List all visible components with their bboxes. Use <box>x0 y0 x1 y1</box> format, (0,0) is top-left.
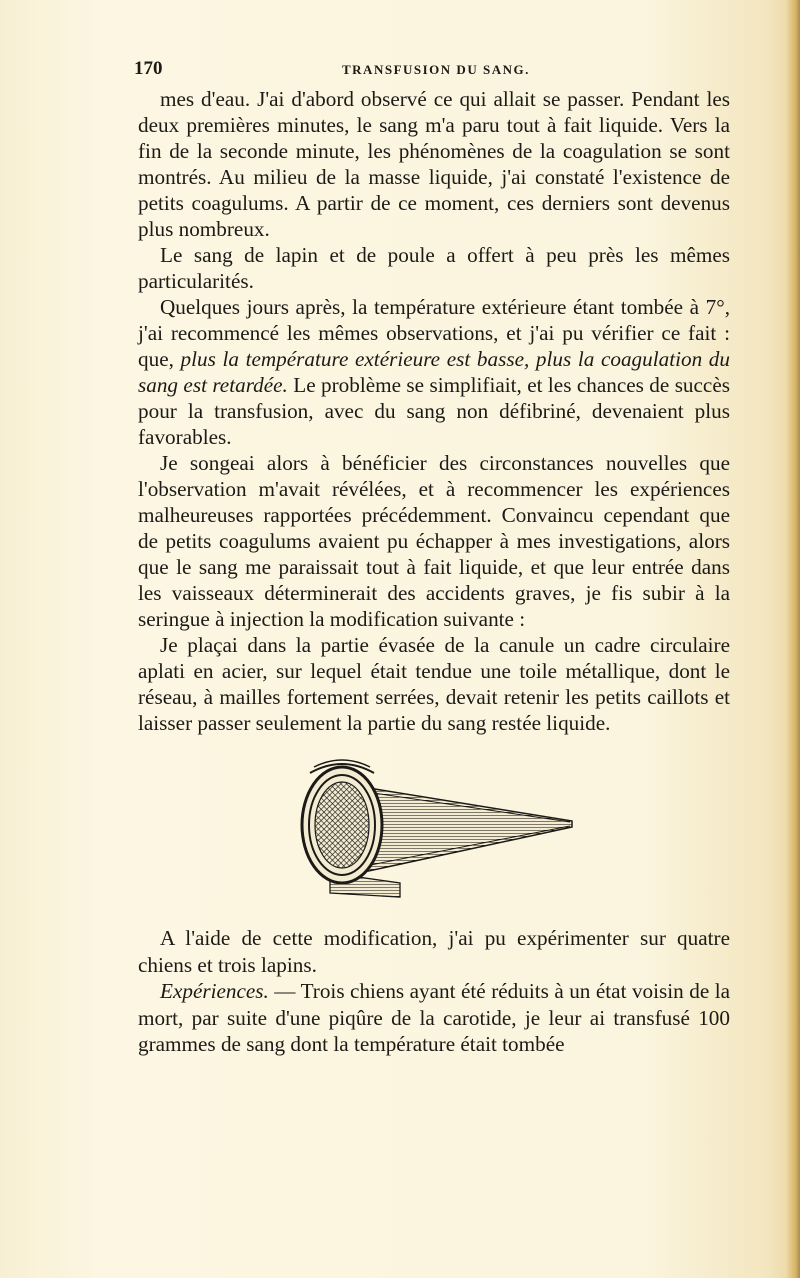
text-span: Le sang de lapin et de poule a offert à peu près les mêmes particularités. <box>138 243 730 293</box>
running-head: TRANSFUSION DU SANG. <box>342 62 530 77</box>
cannula-wire-mesh-illustration <box>290 755 580 915</box>
text-span: A l'aide de cette modification, j'ai pu expérimenter sur quatre chiens et trois lapins. <box>138 926 730 977</box>
wire-mesh <box>315 782 369 868</box>
page-number: 170 <box>134 58 163 79</box>
paragraph <box>138 86 730 242</box>
italic-text: plus la température extérieure est basse, plus la coagulation du sang est retardée. <box>138 347 730 397</box>
text-span: Je plaçai dans la partie évasée de la canule un cadre circulaire aplati en acier, sur lequel était tendue une toile métallique, dont le réseau, à mailles fortement serrées, devait retenir les petits caillots et laisser passer seulement la partie du sang restée liquide. <box>138 633 730 735</box>
body-text-upper <box>138 86 730 736</box>
text-span: Quelques jours après, la température extérieure étant tombée à 7°, j'ai recommencé les mêmes observations, et j'ai pu vérifier ce fait : que, <box>138 295 730 371</box>
text-span: Je songeai alors à bénéficier des circonstances nouvelles que l'observation m'avait révélées, et à recommencer les expériences malheureuses rapportées précédemment. Convaincu cependant que de petits coagulums avaient pu échapper à mes investigations, alors que le sang me paraissait tout à fait liquide, et que leur entrée dans les vaisseaux déterminerait des accidents graves, je fis subir à la seringue à injection la modification suivante : <box>138 451 730 631</box>
text-span: — Trois chiens ayant été réduits à un état voisin de la mort, par suite d'une piqûre de la carotide, je leur ai transfusé 100 grammes de sang dont la température était tombée <box>138 979 730 1056</box>
italic-text: Expériences. <box>160 979 269 1003</box>
paragraph <box>138 294 730 450</box>
body-text-lower <box>138 925 730 1058</box>
paragraph <box>138 450 730 632</box>
text-span: mes d'eau. J'ai d'abord observé ce qui allait se passer. Pendant les deux premières minutes, le sang m'a paru tout à fait liquide. Vers la fin de la seconde minute, les phénomènes de la coagulation se sont montrés. Au milieu de la masse liquide, j'ai constaté l'existence de petits coagulums. A partir de ce moment, ces derniers sont devenus plus nombreux. <box>138 87 730 241</box>
paragraph <box>138 242 730 294</box>
paragraph <box>138 978 730 1058</box>
page-edge-shading <box>786 0 800 1278</box>
text-span: Le problème se simplifiait, et les chances de succès pour la transfusion, avec du sang non défibriné, devenaient plus favorables. <box>138 373 730 449</box>
page-header <box>132 58 732 84</box>
paragraph <box>138 925 730 978</box>
paragraph <box>138 632 730 736</box>
